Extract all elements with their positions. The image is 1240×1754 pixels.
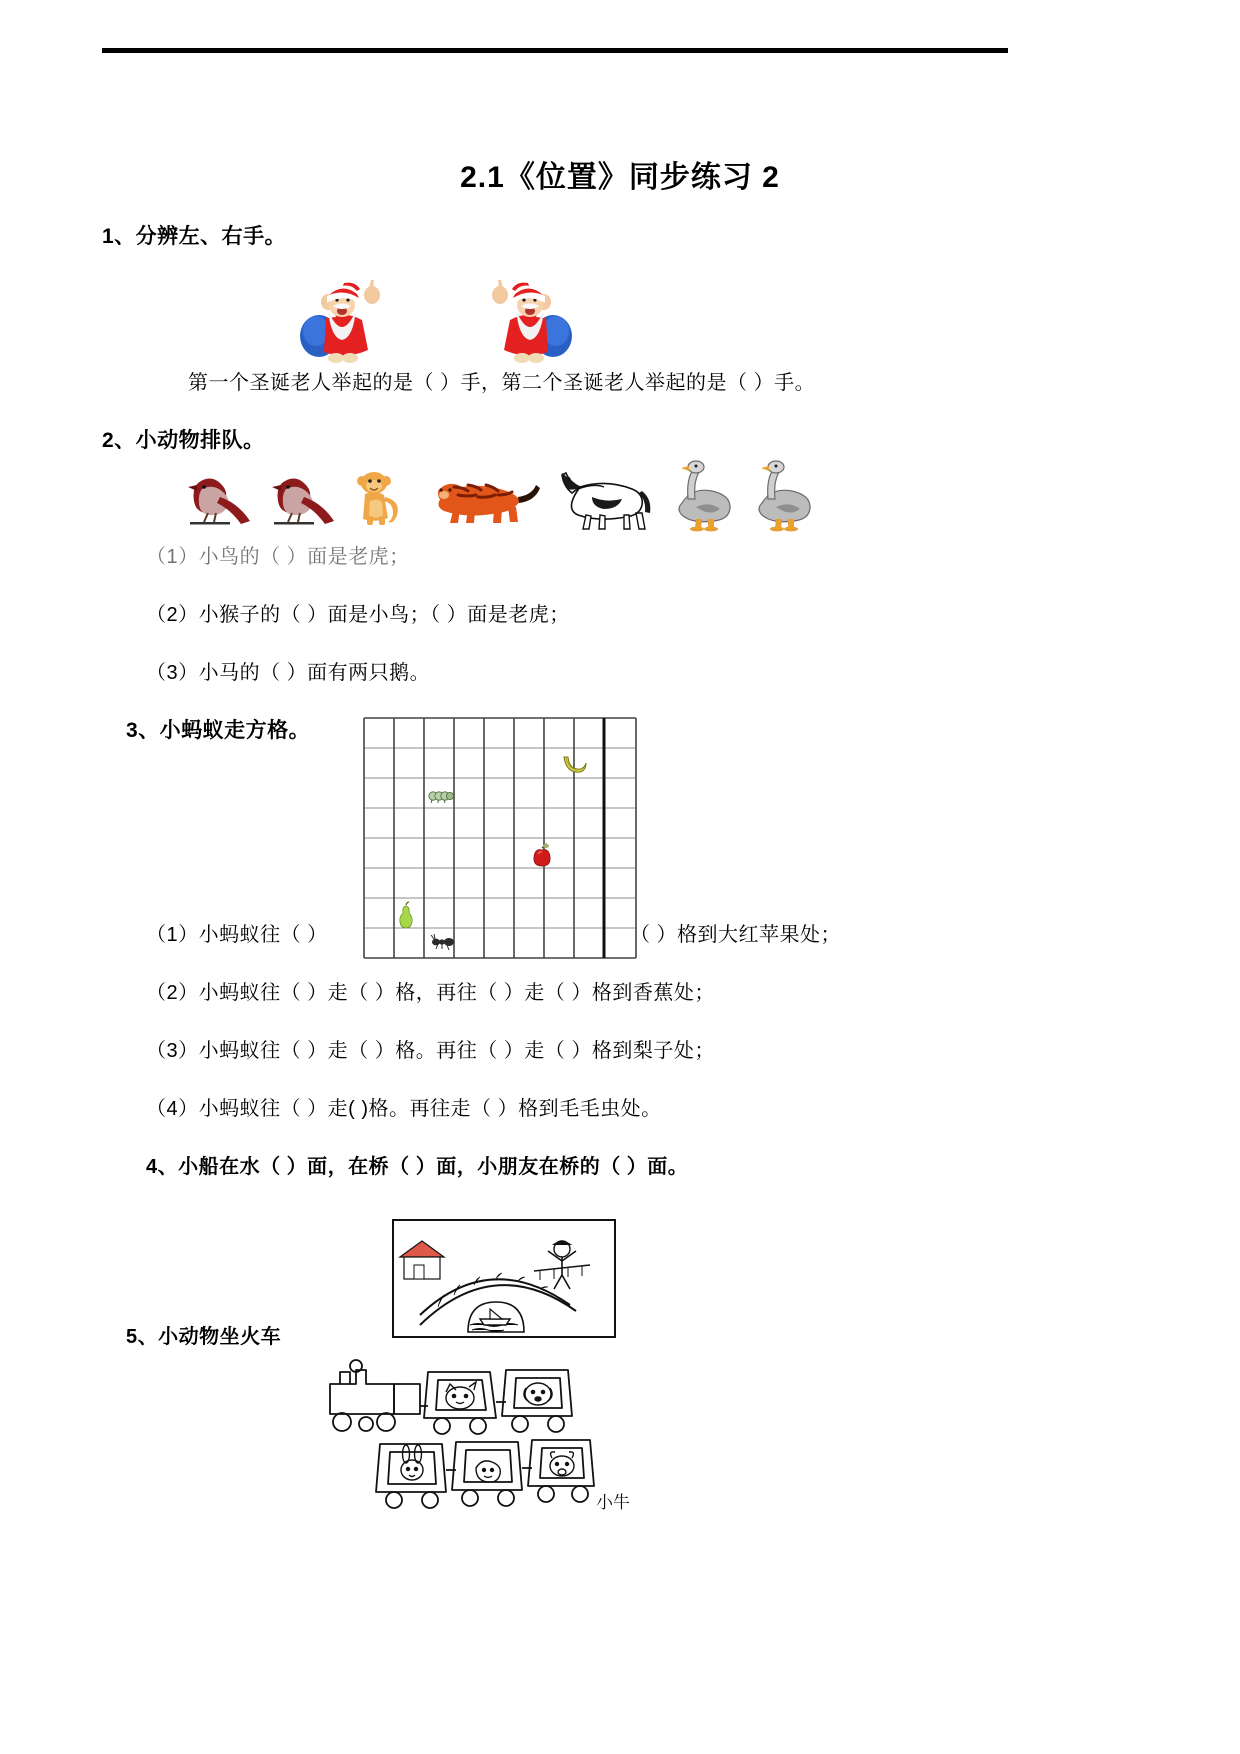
tiger-icon: [424, 471, 542, 536]
section-1-heading: 1、分辨左、右手。: [102, 225, 287, 248]
section-2-line-3: （3）小马的（ ）面有两只鹅。: [146, 662, 431, 684]
section-3-line-4: （4）小蚂蚁往（ ）走( )格。再往走（ ）格到毛毛虫处。: [146, 1098, 662, 1120]
caterpillar-icon: [428, 790, 454, 808]
apple-icon: [532, 843, 552, 871]
section-3-line-3: （3）小蚂蚁往（ ）走（ ）格。再往（ ）走（ ）格到梨子处；: [146, 1040, 715, 1062]
train-caption-text: 小牛: [596, 1493, 630, 1512]
section-2-line-2: （2）小猴子的（ ）面是小鸟；（ ）面是老虎；: [146, 604, 570, 626]
monkey-icon: [348, 469, 412, 536]
santa-claus-figure-1: [292, 278, 394, 364]
section-3-line-2: （2）小蚂蚁往（ ）走（ ）格，再往（ ）走（ ）格到香蕉处；: [146, 982, 715, 1004]
pear-icon: [398, 902, 414, 932]
animal-train-picture: [310, 1318, 660, 1518]
section-1-line-1: 第一个圣诞老人举起的是（ ）手，第二个圣诞老人举起的是（ ）手。: [188, 372, 816, 394]
goose-icon-2: [746, 461, 818, 536]
page-title: 2.1《位置》同步练习 2: [460, 161, 780, 194]
bird-icon-2: [264, 469, 342, 536]
animal-queue-figure: [180, 466, 840, 536]
goose-icon-1: [666, 461, 738, 536]
section-2-heading: 2、小动物排队。: [102, 429, 265, 452]
section-3-line-1b: （ ）格到大红苹果处；: [630, 924, 842, 946]
section-5-heading: 5、小动物坐火车: [126, 1326, 282, 1348]
header-rule: [102, 48, 1008, 53]
santa-claus-figure-2: [478, 278, 580, 364]
section-2-line-1: （1）小鸟的（ ）面是老虎；: [146, 546, 410, 568]
section-3-heading: 3、小蚂蚁走方格。: [126, 719, 311, 742]
section-4-heading: 4、小船在水（ ）面，在桥（ ）面，小朋友在桥的（ ）面。: [146, 1156, 689, 1178]
ant-icon: [430, 934, 456, 954]
banana-icon: [562, 754, 588, 778]
section-3-line-1a: （1）小蚂蚁往（ ）: [146, 924, 328, 946]
bird-icon-1: [180, 469, 258, 536]
horse-icon: [550, 469, 654, 536]
ant-grid-figure: [364, 718, 636, 958]
